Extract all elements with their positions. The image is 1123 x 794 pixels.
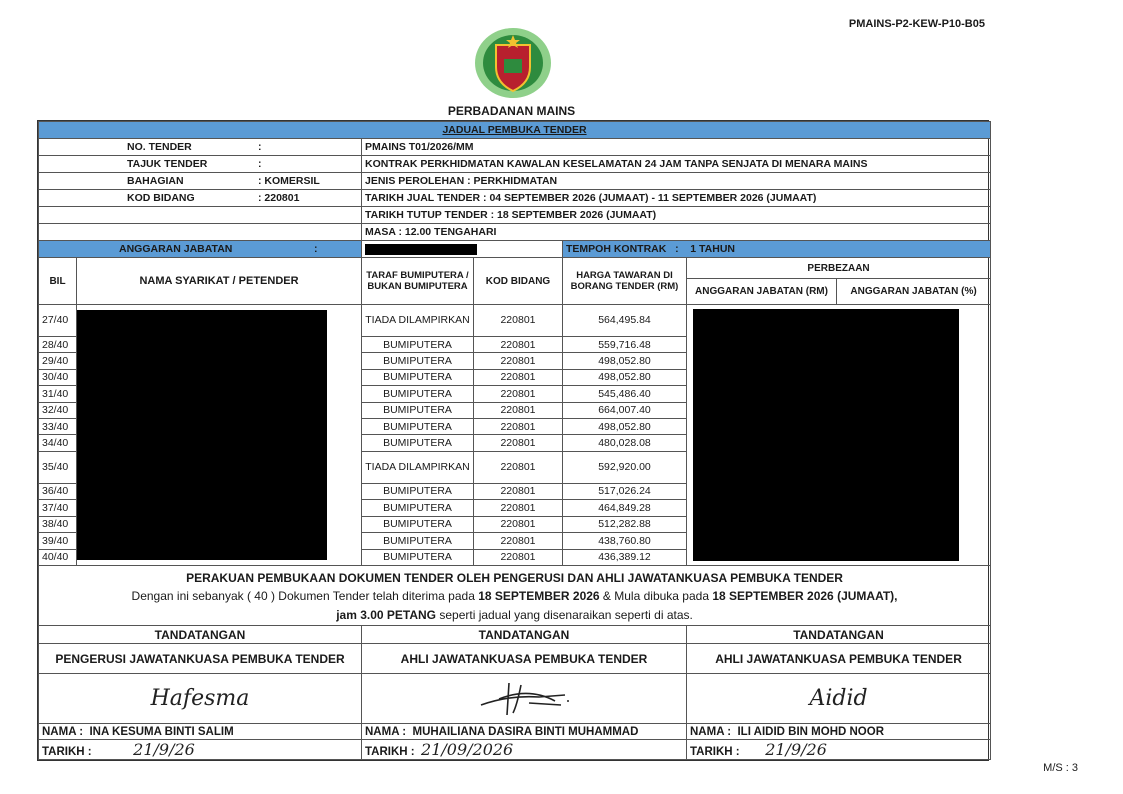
row-bil: 30/40 xyxy=(39,369,77,385)
row-taraf: BUMIPUTERA xyxy=(362,402,474,418)
perbezaan-redacted xyxy=(687,305,991,566)
row-kod: 220801 xyxy=(474,419,563,435)
page-marker: M/S : 3 xyxy=(1043,762,1078,774)
tender-table xyxy=(38,121,991,760)
row-kod: 220801 xyxy=(474,369,563,385)
signature-2-drawing xyxy=(469,675,579,719)
perakuan-line-2: jam 3.00 PETANG seperti jadual yang disenaraikan seperti di atas. xyxy=(39,606,991,626)
tarikh-2: TARIKH : 21/09/2026 xyxy=(362,740,687,760)
row-bil: 29/40 xyxy=(39,353,77,369)
col-kod: KOD BIDANG xyxy=(474,258,563,305)
row-harga: 512,282.88 xyxy=(563,516,687,532)
sign-heading-2: TANDATANGAN xyxy=(362,626,687,644)
row-taraf: BUMIPUTERA xyxy=(362,516,474,532)
emblem-logo xyxy=(474,27,552,99)
row-taraf: BUMIPUTERA xyxy=(362,533,474,549)
anggaran-value-redacted xyxy=(362,241,563,258)
row-bil: 36/40 xyxy=(39,483,77,499)
row-bil: 35/40 xyxy=(39,451,77,483)
bidder-names-redacted xyxy=(77,305,362,566)
sign-heading-3: TANDATANGAN xyxy=(687,626,991,644)
organisation-name: PERBADANAN MAINS xyxy=(447,104,576,118)
col-anggaran-pct: ANGGARAN JABATAN (%) xyxy=(837,279,991,305)
row-taraf: BUMIPUTERA xyxy=(362,435,474,451)
sign-heading-1: TANDATANGAN xyxy=(39,626,362,644)
anggaran-label: ANGGARAN JABATAN : xyxy=(39,241,362,258)
row-taraf: BUMIPUTERA xyxy=(362,500,474,516)
masa: MASA : 12.00 TENGAHARI xyxy=(362,224,991,241)
role-ahli-1: AHLI JAWATANKUASA PEMBUKA TENDER xyxy=(362,644,687,674)
nama-2: NAMA : MUHAILIANA DASIRA BINTI MUHAMMAD xyxy=(362,724,687,740)
tender-opening-sheet xyxy=(37,120,989,761)
row-harga: 592,920.00 xyxy=(563,451,687,483)
row-bil: 37/40 xyxy=(39,500,77,516)
tarikh-1: TARIKH : 21/9/26 xyxy=(39,740,362,760)
row-taraf: BUMIPUTERA xyxy=(362,483,474,499)
no-tender-value: PMAINS T01/2026/MM xyxy=(362,139,991,156)
row-kod: 220801 xyxy=(474,336,563,352)
tajuk-label: TAJUK TENDER : xyxy=(39,156,362,173)
tarikh-tutup: TARIKH TUTUP TENDER : 18 SEPTEMBER 2026 (JUMAAT) xyxy=(362,207,991,224)
row-kod: 220801 xyxy=(474,451,563,483)
row-kod: 220801 xyxy=(474,402,563,418)
col-perbezaan: PERBEZAAN xyxy=(687,258,991,279)
jenis-perolehan: JENIS PEROLEHAN : PERKHIDMATAN xyxy=(362,173,991,190)
col-nama: NAMA SYARIKAT / PETENDER xyxy=(77,258,362,305)
blank-cell xyxy=(39,224,362,241)
tarikh-3: TARIKH : 21/9/26 xyxy=(687,740,991,760)
row-bil: 27/40 xyxy=(39,305,77,337)
tempoh-kontrak: TEMPOH KONTRAK : 1 TAHUN xyxy=(563,241,991,258)
col-anggaran-rm: ANGGARAN JABATAN (RM) xyxy=(687,279,837,305)
row-bil: 39/40 xyxy=(39,533,77,549)
bahagian-label: BAHAGIAN : KOMERSIL xyxy=(39,173,362,190)
nama-1: NAMA : INA KESUMA BINTI SALIM xyxy=(39,724,362,740)
table-title: JADUAL PEMBUKA TENDER xyxy=(39,122,991,139)
no-tender-label: NO. TENDER : xyxy=(39,139,362,156)
row-harga: 559,716.48 xyxy=(563,336,687,352)
row-kod: 220801 xyxy=(474,533,563,549)
row-harga: 498,052.80 xyxy=(563,419,687,435)
row-taraf: BUMIPUTERA xyxy=(362,549,474,566)
perakuan-line-1: Dengan ini sebanyak ( 40 ) Dokumen Tender telah diterima pada 18 SEPTEMBER 2026 & Mula dibuka pada 18 SEPTEMBER 2026 (JUMAAT), xyxy=(39,586,991,606)
row-harga: 436,389.12 xyxy=(563,549,687,566)
perakuan-heading: PERAKUAN PEMBUKAAN DOKUMEN TENDER OLEH PENGERUSI DAN AHLI JAWATANKUASA PEMBUKA TENDER xyxy=(39,566,991,586)
row-harga: 664,007.40 xyxy=(563,402,687,418)
document-reference: PMAINS-P2-KEW-P10-B05 xyxy=(848,18,985,30)
signature-3: Aidid xyxy=(687,674,991,724)
row-bil: 28/40 xyxy=(39,336,77,352)
row-bil: 38/40 xyxy=(39,516,77,532)
row-taraf: TIADA DILAMPIRKAN xyxy=(362,305,474,337)
row-taraf: BUMIPUTERA xyxy=(362,386,474,402)
table-row xyxy=(39,305,991,337)
role-pengerusi: PENGERUSI JAWATANKUASA PEMBUKA TENDER xyxy=(39,644,362,674)
row-harga: 438,760.80 xyxy=(563,533,687,549)
row-kod: 220801 xyxy=(474,516,563,532)
tarikh-jual: TARIKH JUAL TENDER : 04 SEPTEMBER 2026 (JUMAAT) - 11 SEPTEMBER 2026 (JUMAAT) xyxy=(362,190,991,207)
row-bil: 33/40 xyxy=(39,419,77,435)
row-harga: 545,486.40 xyxy=(563,386,687,402)
row-kod: 220801 xyxy=(474,305,563,337)
role-ahli-2: AHLI JAWATANKUASA PEMBUKA TENDER xyxy=(687,644,991,674)
tajuk-value: KONTRAK PERKHIDMATAN KAWALAN KESELAMATAN 24 JAM TANPA SENJATA DI MENARA MAINS xyxy=(362,156,991,173)
col-bil: BIL xyxy=(39,258,77,305)
signature-1: Hafesma xyxy=(39,674,362,724)
row-taraf: TIADA DILAMPIRKAN xyxy=(362,451,474,483)
row-harga: 564,495.84 xyxy=(563,305,687,337)
row-kod: 220801 xyxy=(474,483,563,499)
row-kod: 220801 xyxy=(474,386,563,402)
blank-cell xyxy=(39,207,362,224)
row-taraf: BUMIPUTERA xyxy=(362,419,474,435)
row-kod: 220801 xyxy=(474,500,563,516)
row-taraf: BUMIPUTERA xyxy=(362,353,474,369)
kod-bidang-label: KOD BIDANG : 220801 xyxy=(39,190,362,207)
col-harga: HARGA TAWARAN DI BORANG TENDER (RM) xyxy=(563,258,687,305)
nama-3: NAMA : ILI AIDID BIN MOHD NOOR xyxy=(687,724,991,740)
row-bil: 32/40 xyxy=(39,402,77,418)
row-bil: 34/40 xyxy=(39,435,77,451)
row-harga: 517,026.24 xyxy=(563,483,687,499)
row-kod: 220801 xyxy=(474,549,563,566)
row-harga: 480,028.08 xyxy=(563,435,687,451)
row-kod: 220801 xyxy=(474,435,563,451)
row-bil: 40/40 xyxy=(39,549,77,566)
row-taraf: BUMIPUTERA xyxy=(362,369,474,385)
col-taraf: TARAF BUMIPUTERA / BUKAN BUMIPUTERA xyxy=(362,258,474,305)
row-harga: 464,849.28 xyxy=(563,500,687,516)
signature-2 xyxy=(362,674,687,724)
row-harga: 498,052.80 xyxy=(563,369,687,385)
row-harga: 498,052.80 xyxy=(563,353,687,369)
row-taraf: BUMIPUTERA xyxy=(362,336,474,352)
bidder-rows xyxy=(39,305,991,566)
row-kod: 220801 xyxy=(474,353,563,369)
row-bil: 31/40 xyxy=(39,386,77,402)
